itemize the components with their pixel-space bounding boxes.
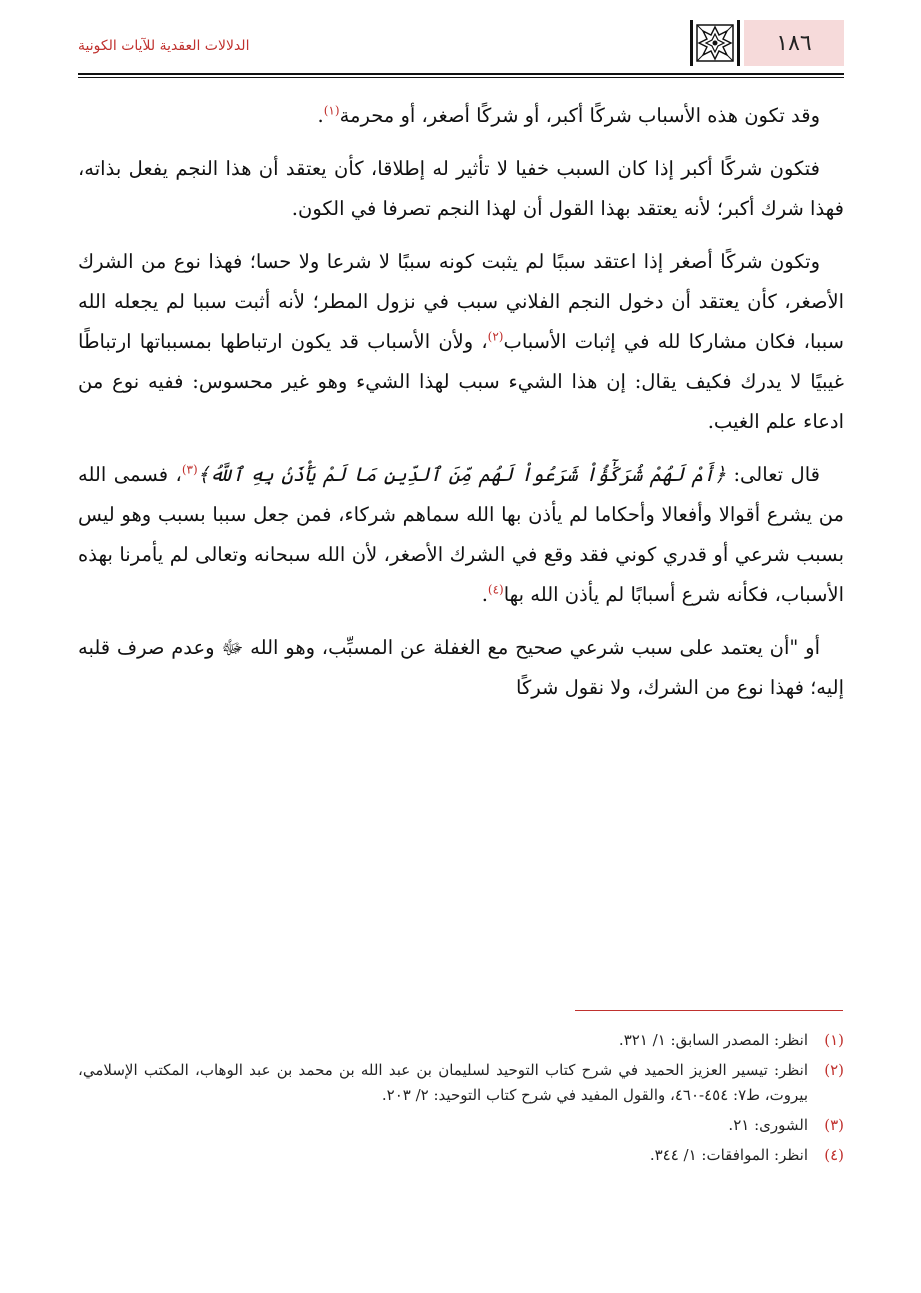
paragraph-3: [78, 242, 844, 442]
page-number: ١٨٦: [776, 30, 812, 56]
footnote-number: (٣): [824, 1116, 844, 1134]
footnote-separator: [575, 1010, 843, 1011]
footnote-text: انظر: تيسير العزيز الحميد في شرح كتاب التوحيد لسليمان بن عبد الله بن محمد بن عبد الوهاب، المكتب الإسلامي، بيروت، ط٧: ٤٥٤-٤٦٠، والقول المفيد في شرح كتاب التوحيد: ٢/ ٢٠٣.: [78, 1061, 808, 1104]
footnote-text: انظر: المصدر السابق: ١/ ٣٢١.: [618, 1031, 808, 1049]
running-title: الدلالات العقدية للآيات الكونية: [78, 38, 250, 54]
paragraph-text: ، ولأن الأسباب قد يكون ارتباطها بمسبباتها ارتباطًا غيبيًا لا يدرك فكيف يقال: إن هذا الشيء سبب لهذا الشيء وهو غير محسوس: ففيه نوع من ادعاء علم الغيب.: [78, 330, 844, 433]
quran-verse: ﴿أَمْ لَهُمْ شُرَكَٰٓؤُاْ شَرَعُواْ لَهُم مِّنَ ٱلدِّينِ مَا لَمْ يَأْذَنۢ بِهِ ٱللَّهُ﴾: [197, 463, 726, 486]
body-text: [78, 96, 844, 721]
paragraph-2: [78, 149, 844, 229]
paragraph-text: وقد تكون هذه الأسباب شركًا أكبر، أو شركًا أصغر، أو محرمة: [339, 104, 820, 127]
footnote-item: [78, 1113, 844, 1138]
footnote-ref: (٤): [487, 582, 504, 597]
paragraph-1: [78, 96, 844, 136]
footnote-text: انظر: الموافقات: ١/ ٣٤٤.: [649, 1146, 808, 1164]
footnote-ref: (١): [323, 103, 340, 118]
footnote-number: (١): [824, 1031, 844, 1049]
footnote-number: (٤): [824, 1146, 844, 1164]
footnotes: [78, 1028, 844, 1173]
header-rule-thin: [78, 77, 844, 78]
paragraph-text: ، فسمى الله من يشرع أقوالا وأفعالا وأحكاما لم يأذن بها الله سماهم شركاء، فمن جعل سببا بسبب وهو ليس بسبب شرعي أو قدري كوني فقد وقع في الشرك الأصغر، لأن الله سبحانه وتعالى لم يأمرنا بهذه الأسباب، فكأنه شرع أسبابًا لم يأذن الله بها: [78, 463, 844, 606]
footnote-text: الشورى: ٢١.: [728, 1116, 808, 1134]
paragraph-text: فتكون شركًا أكبر إذا كان السبب خفيا لا تأثير له إطلاقا، كأن يعتقد أن هذا النجم يفعل بذاته، فهذا شرك أكبر؛ لأنه يعتقد بهذا القول أن لهذا النجم تصرفا في الكون.: [78, 157, 844, 220]
footnote-item: [78, 1143, 844, 1168]
paragraph-text: .: [481, 583, 488, 606]
paragraph-5: [78, 628, 844, 708]
page-number-box: [744, 20, 844, 66]
paragraph-text: قال تعالى:: [725, 463, 820, 486]
paragraph-text: .: [317, 104, 324, 127]
paragraph-4: [78, 455, 844, 615]
paragraph-text: أو "أن يعتمد على سبب شرعي صحيح مع الغفلة عن المسبِّب، وهو الله ﷻ وعدم صرف قلبه إليه؛ فهذا نوع من الشرك، ولا نقول شركًا: [78, 636, 844, 699]
footnote-item: [78, 1028, 844, 1053]
header-rule-thick: [78, 73, 844, 75]
footnote-ref: (٣): [181, 462, 198, 477]
footnote-number: (٢): [824, 1061, 844, 1079]
paragraph-text: وتكون شركًا أصغر إذا اعتقد سببًا لم يثبت كونه سببًا لا شرعا ولا حسا؛ فهذا نوع من الشرك الأصغر، كأن يعتقد أن دخول النجم الفلاني سبب في نزول المطر؛ لأنه أثبت سببا لم يجعله الله سببا، فكان مشاركا لله في إثبات الأسباب: [78, 250, 845, 353]
page-header: [78, 18, 844, 72]
ornament-bar-right: [737, 20, 740, 66]
islamic-star-ornament-icon: [690, 18, 740, 68]
footnote-ref: (٢): [487, 329, 504, 344]
ornament-star-svg: [695, 23, 735, 63]
footnote-item: [78, 1058, 844, 1108]
ornament-bar-left: [690, 20, 693, 66]
